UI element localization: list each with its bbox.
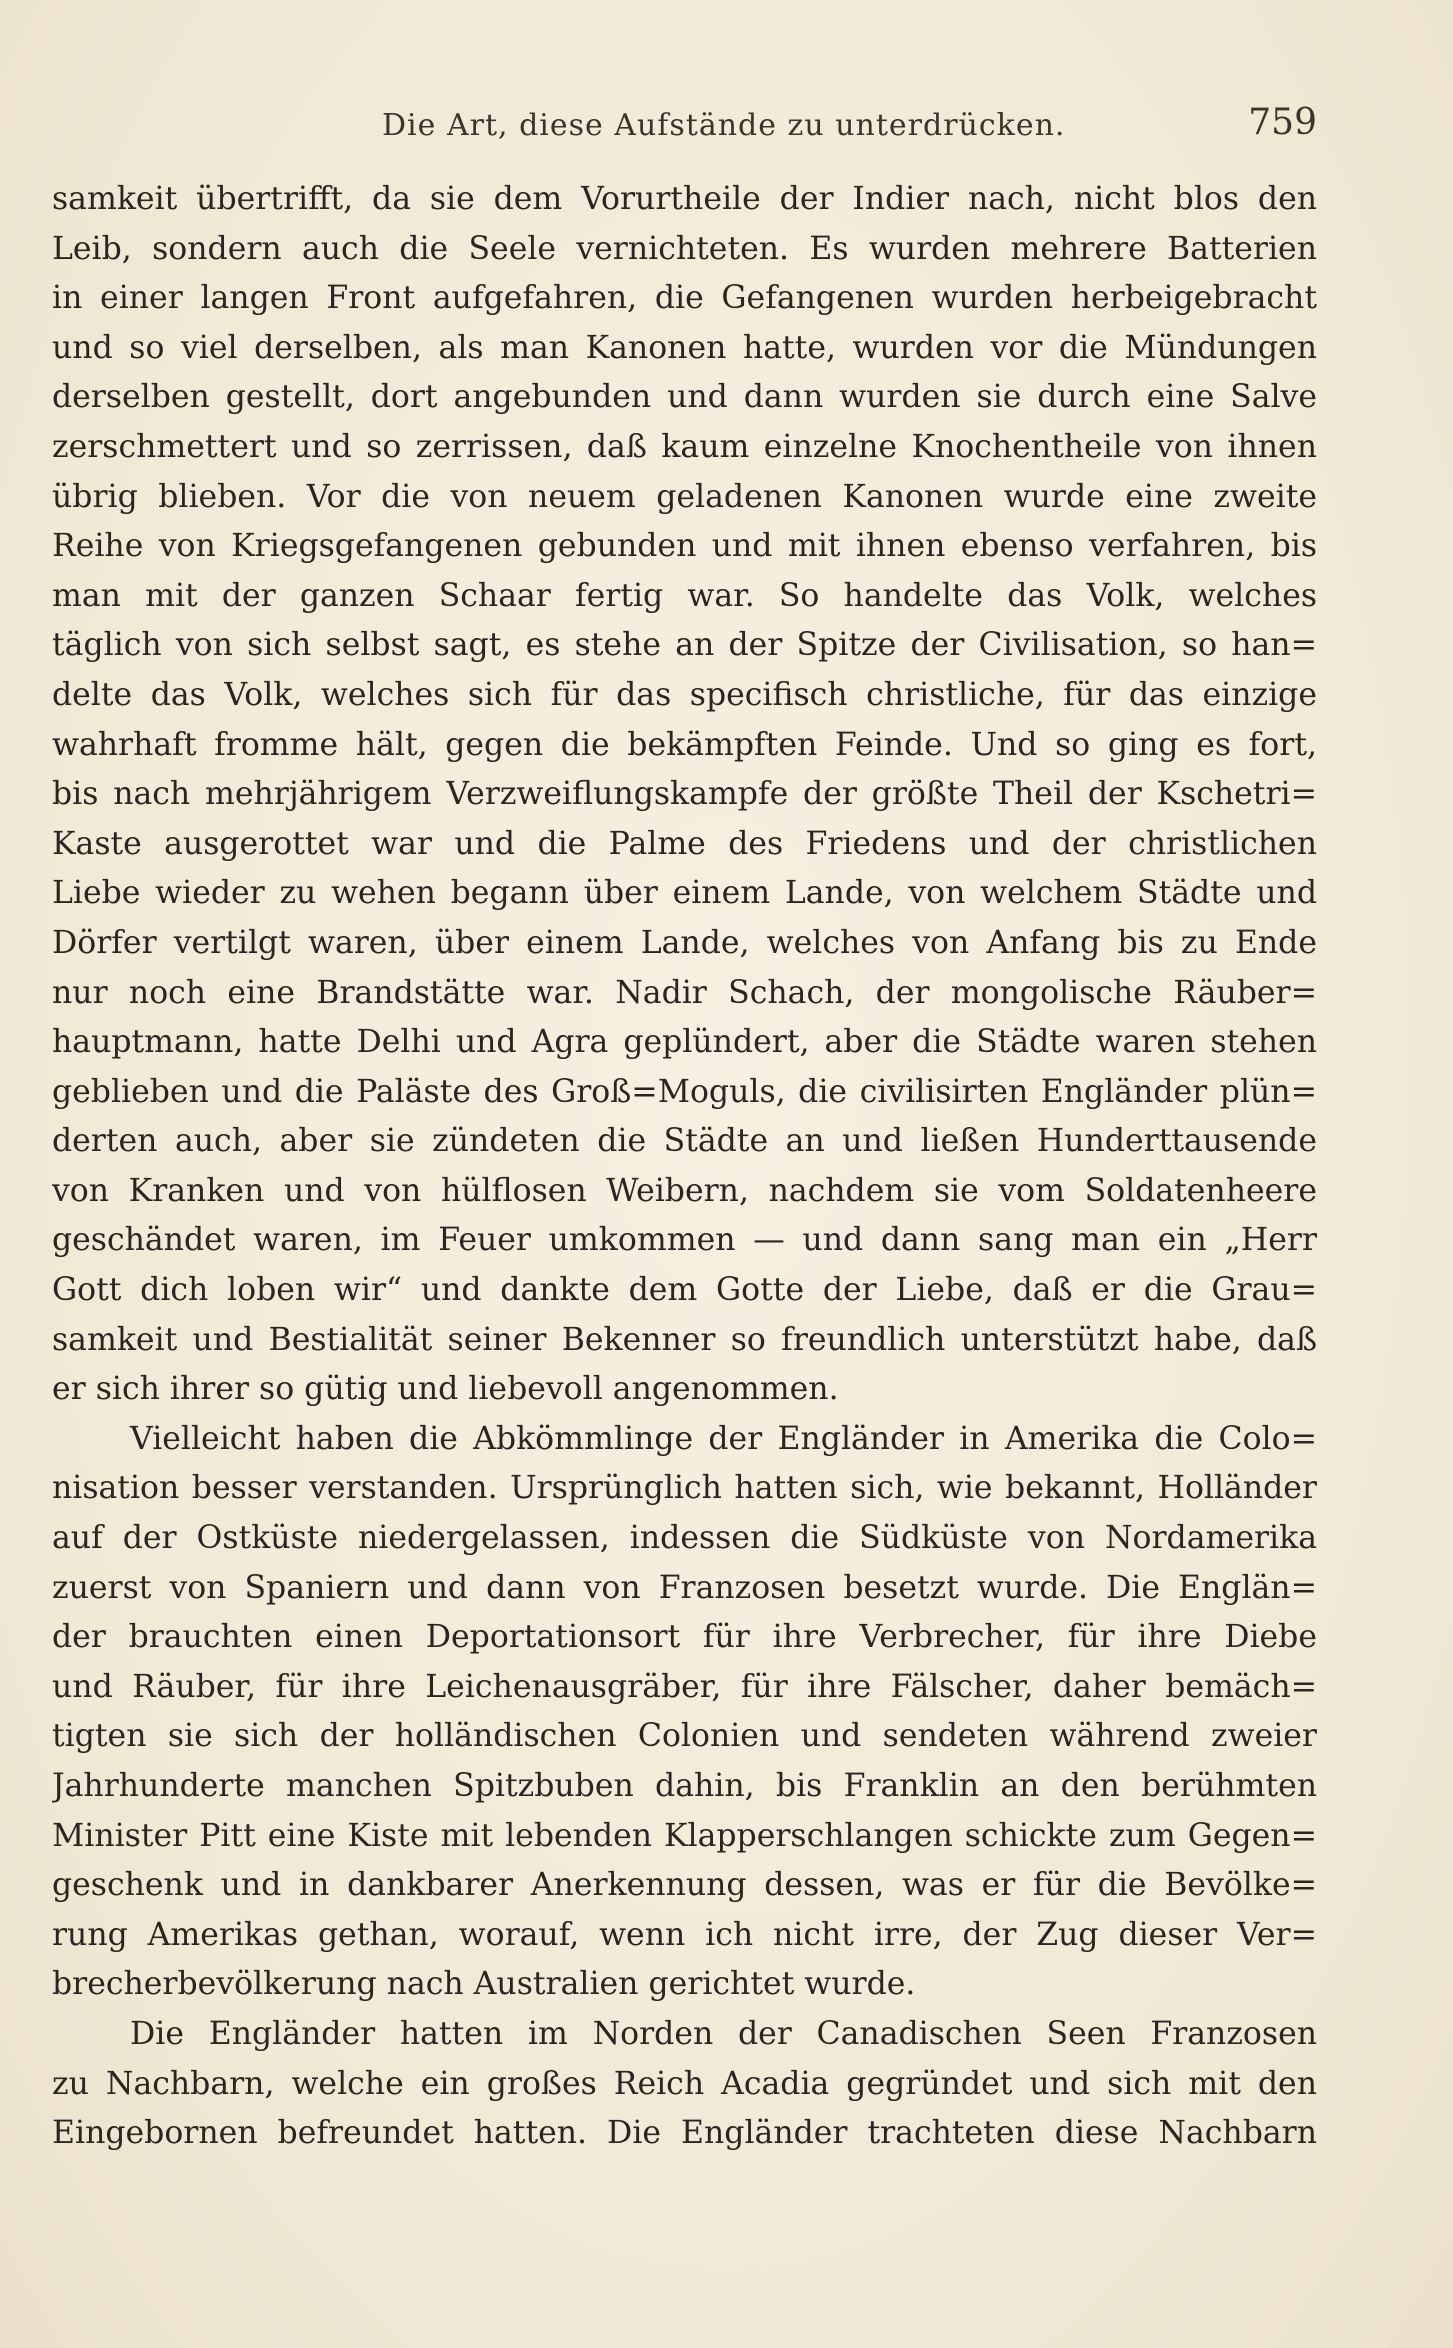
text-line: delte das Volk, welches sich für das specifisch christliche, für das einzige: [52, 676, 1317, 713]
text-line: nisation besser verstanden. Ursprünglich hatten sich, wie bekannt, Holländer: [52, 1470, 1317, 1507]
text-line: zerschmettert und so zerrissen, daß kaum einzelne Knochentheile von ihnen: [52, 428, 1317, 465]
text-line: der brauchten einen Deportationsort für ihre Verbrecher, für ihre Diebe: [52, 1619, 1317, 1656]
text-line: Jahrhunderte manchen Spitzbuben dahin, bis Franklin an den berühmten: [52, 1768, 1317, 1804]
text-line: wahrhaft fromme hält, gegen die bekämpften Feinde. Und so ging es fort,: [52, 726, 1317, 763]
text-line: derten auch, aber sie zündeten die Städte an und ließen Hunderttausende: [52, 1123, 1317, 1160]
text-line: Kaste ausgerottet war und die Palme des Friedens und der christlichen: [52, 825, 1317, 862]
text-line: täglich von sich selbst sagt, es stehe an der Spitze der Civilisation, so han=: [52, 627, 1317, 664]
text-line: tigten sie sich der holländischen Colonien und sendeten während zweier: [52, 1718, 1317, 1755]
text-line: brecherbevölkerung nach Australien gerichtet wurde.: [52, 1966, 916, 2003]
text-line: von Kranken und von hülflosen Weibern, nachdem sie vom Soldatenheere: [52, 1172, 1317, 1209]
page-number: 759: [1248, 102, 1317, 143]
text-line: bis nach mehrjährigem Verzweiflungskampfe der größte Theil der Kschetri=: [52, 776, 1317, 813]
text-line: geblieben und die Paläste des Groß=Moguls, die civilisirten Engländer plün=: [52, 1073, 1317, 1110]
text-line: übrig blieben. Vor die von neuem geladenen Kanonen wurde eine zweite: [52, 478, 1317, 515]
text-line: und so viel derselben, als man Kanonen hatte, wurden vor die Mündungen: [52, 329, 1317, 366]
text-line: geschändet waren, im Feuer umkommen — und dann sang man ein „Herr: [52, 1222, 1317, 1259]
text-line: samkeit übertrifft, da sie dem Vorurtheile der Indier nach, nicht blos den: [52, 181, 1317, 217]
text-line: in einer langen Front aufgefahren, die Gefangenen wurden herbeigebracht: [52, 280, 1317, 317]
body-text: [52, 175, 1317, 2159]
text-line: zuerst von Spaniern und dann von Franzosen besetzt wurde. Die Englän=: [52, 1569, 1317, 1606]
text-line: er sich ihrer so gütig und liebevoll angenommen.: [52, 1371, 839, 1408]
text-line: Die Engländer hatten im Norden der Canadischen Seen Franzosen: [130, 2015, 1317, 2052]
running-head: [52, 102, 1317, 152]
text-line: geschenk und in dankbarer Anerkennung dessen, was er für die Bevölke=: [52, 1867, 1317, 1904]
text-line: Gott dich loben wir“ und dankte dem Gotte der Liebe, daß er die Grau=: [52, 1272, 1317, 1309]
text-line: nur noch eine Brandstätte war. Nadir Schach, der mongolische Räuber=: [52, 974, 1317, 1011]
text-line: zu Nachbarn, welche ein großes Reich Acadia gegründet und sich mit den: [52, 2065, 1317, 2102]
text-line: Reihe von Kriegsgefangenen gebunden und mit ihnen ebenso verfahren, bis: [52, 528, 1317, 565]
text-line: Leib, sondern auch die Seele vernichteten. Es wurden mehrere Batterien: [52, 230, 1317, 267]
text-line: Dörfer vertilgt waren, über einem Lande, welches von Anfang bis zu Ende: [52, 924, 1317, 961]
text-line: hauptmann, hatte Delhi und Agra geplündert, aber die Städte waren stehen: [52, 1024, 1317, 1061]
text-line: und Räuber, für ihre Leichenausgräber, für ihre Fälscher, daher bemäch=: [52, 1668, 1317, 1705]
text-line: Minister Pitt eine Kiste mit lebenden Klapperschlangen schickte zum Gegen=: [52, 1817, 1317, 1854]
text-line: rung Amerikas gethan, worauf, wenn ich nicht irre, der Zug dieser Ver=: [52, 1916, 1317, 1953]
text-line: auf der Ostküste niedergelassen, indessen die Südküste von Nordamerika: [52, 1520, 1317, 1557]
text-line: Liebe wieder zu wehen begann über einem Lande, von welchem Städte und: [52, 875, 1317, 912]
text-line: man mit der ganzen Schaar fertig war. So handelte das Volk, welches: [52, 577, 1317, 614]
running-head-title: Die Art, diese Aufstände zu unterdrücken.: [382, 108, 1066, 143]
text-line: samkeit und Bestialität seiner Bekenner so freundlich unterstützt habe, daß: [52, 1321, 1317, 1358]
text-line: Vielleicht haben die Abkömmlinge der Engländer in Amerika die Colo=: [130, 1420, 1317, 1457]
text-line: Eingebornen befreundet hatten. Die Engländer trachteten diese Nachbarn: [52, 2115, 1317, 2152]
text-line: derselben gestellt, dort angebunden und dann wurden sie durch eine Salve: [52, 379, 1317, 416]
